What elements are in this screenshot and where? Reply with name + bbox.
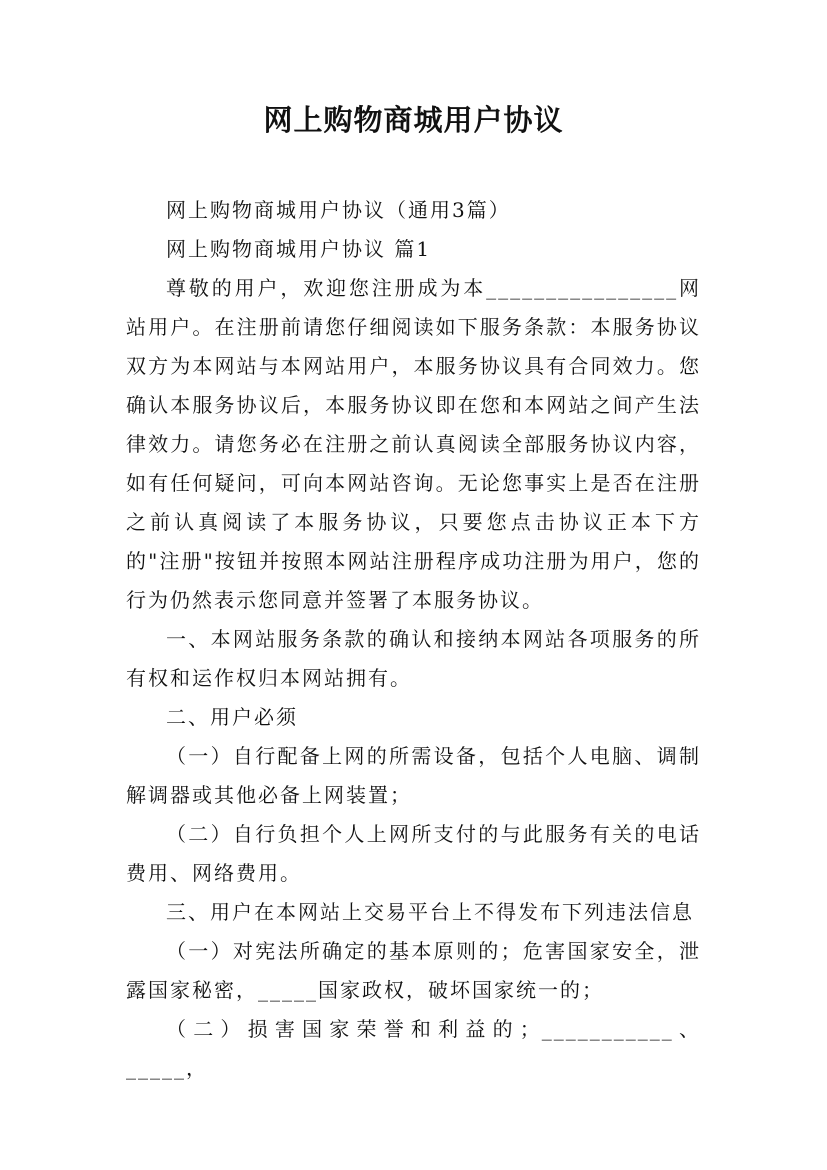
paragraph-intro: 尊敬的用户，欢迎您注册成为本________________网站用户。在注册前请您仔细阅读如下服务条款：本服务协议双方为本网站与本网站用户，本服务协议具有合同效力。您确认本服务协议后，本服务协议即在您和本网站之间产生法律效力。请您务必在注册之前认真阅读全部服务协议内容，如有任何疑问，可向本网站咨询。无论您事实上是否在注册之前认真阅读了本服务协议，只要您点击协议正本下方的"注册"按钮并按照本网站注册程序成功注册为用户，您的行为仍然表示您同意并签署了本服务协议。	[126, 276, 701, 612]
paragraph-clause-2: 二、用户必须	[166, 705, 298, 729]
document-title: 网上购物商城用户协议	[263, 103, 564, 137]
paragraph-section-heading: 网上购物商城用户协议 篇1	[166, 237, 432, 261]
paragraph-subtitle: 网上购物商城用户协议（通用3篇）	[166, 198, 511, 222]
document-body	[126, 191, 701, 1088]
paragraph-clause-1: 一、本网站服务条款的确认和接纳本网站各项服务的所有权和运作权归本网站拥有。	[126, 627, 701, 690]
paragraph-clause-3: 三、用户在本网站上交易平台上不得发布下列违法信息	[166, 900, 694, 924]
paragraph-clause-3-item-1: （一）对宪法所确定的基本原则的；危害国家安全，泄露国家秘密，_____国家政权，破坏国家统一的；	[126, 939, 701, 1002]
paragraph-clause-3-item-2: （二）损害国家荣誉和利益的；___________、_____，	[126, 1017, 701, 1080]
paragraph-clause-2-item-2: （二）自行负担个人上网所支付的与此服务有关的电话费用、网络费用。	[126, 822, 701, 885]
paragraph-clause-2-item-1: （一）自行配备上网的所需设备，包括个人电脑、调制解调器或其他必备上网装置；	[126, 744, 701, 807]
